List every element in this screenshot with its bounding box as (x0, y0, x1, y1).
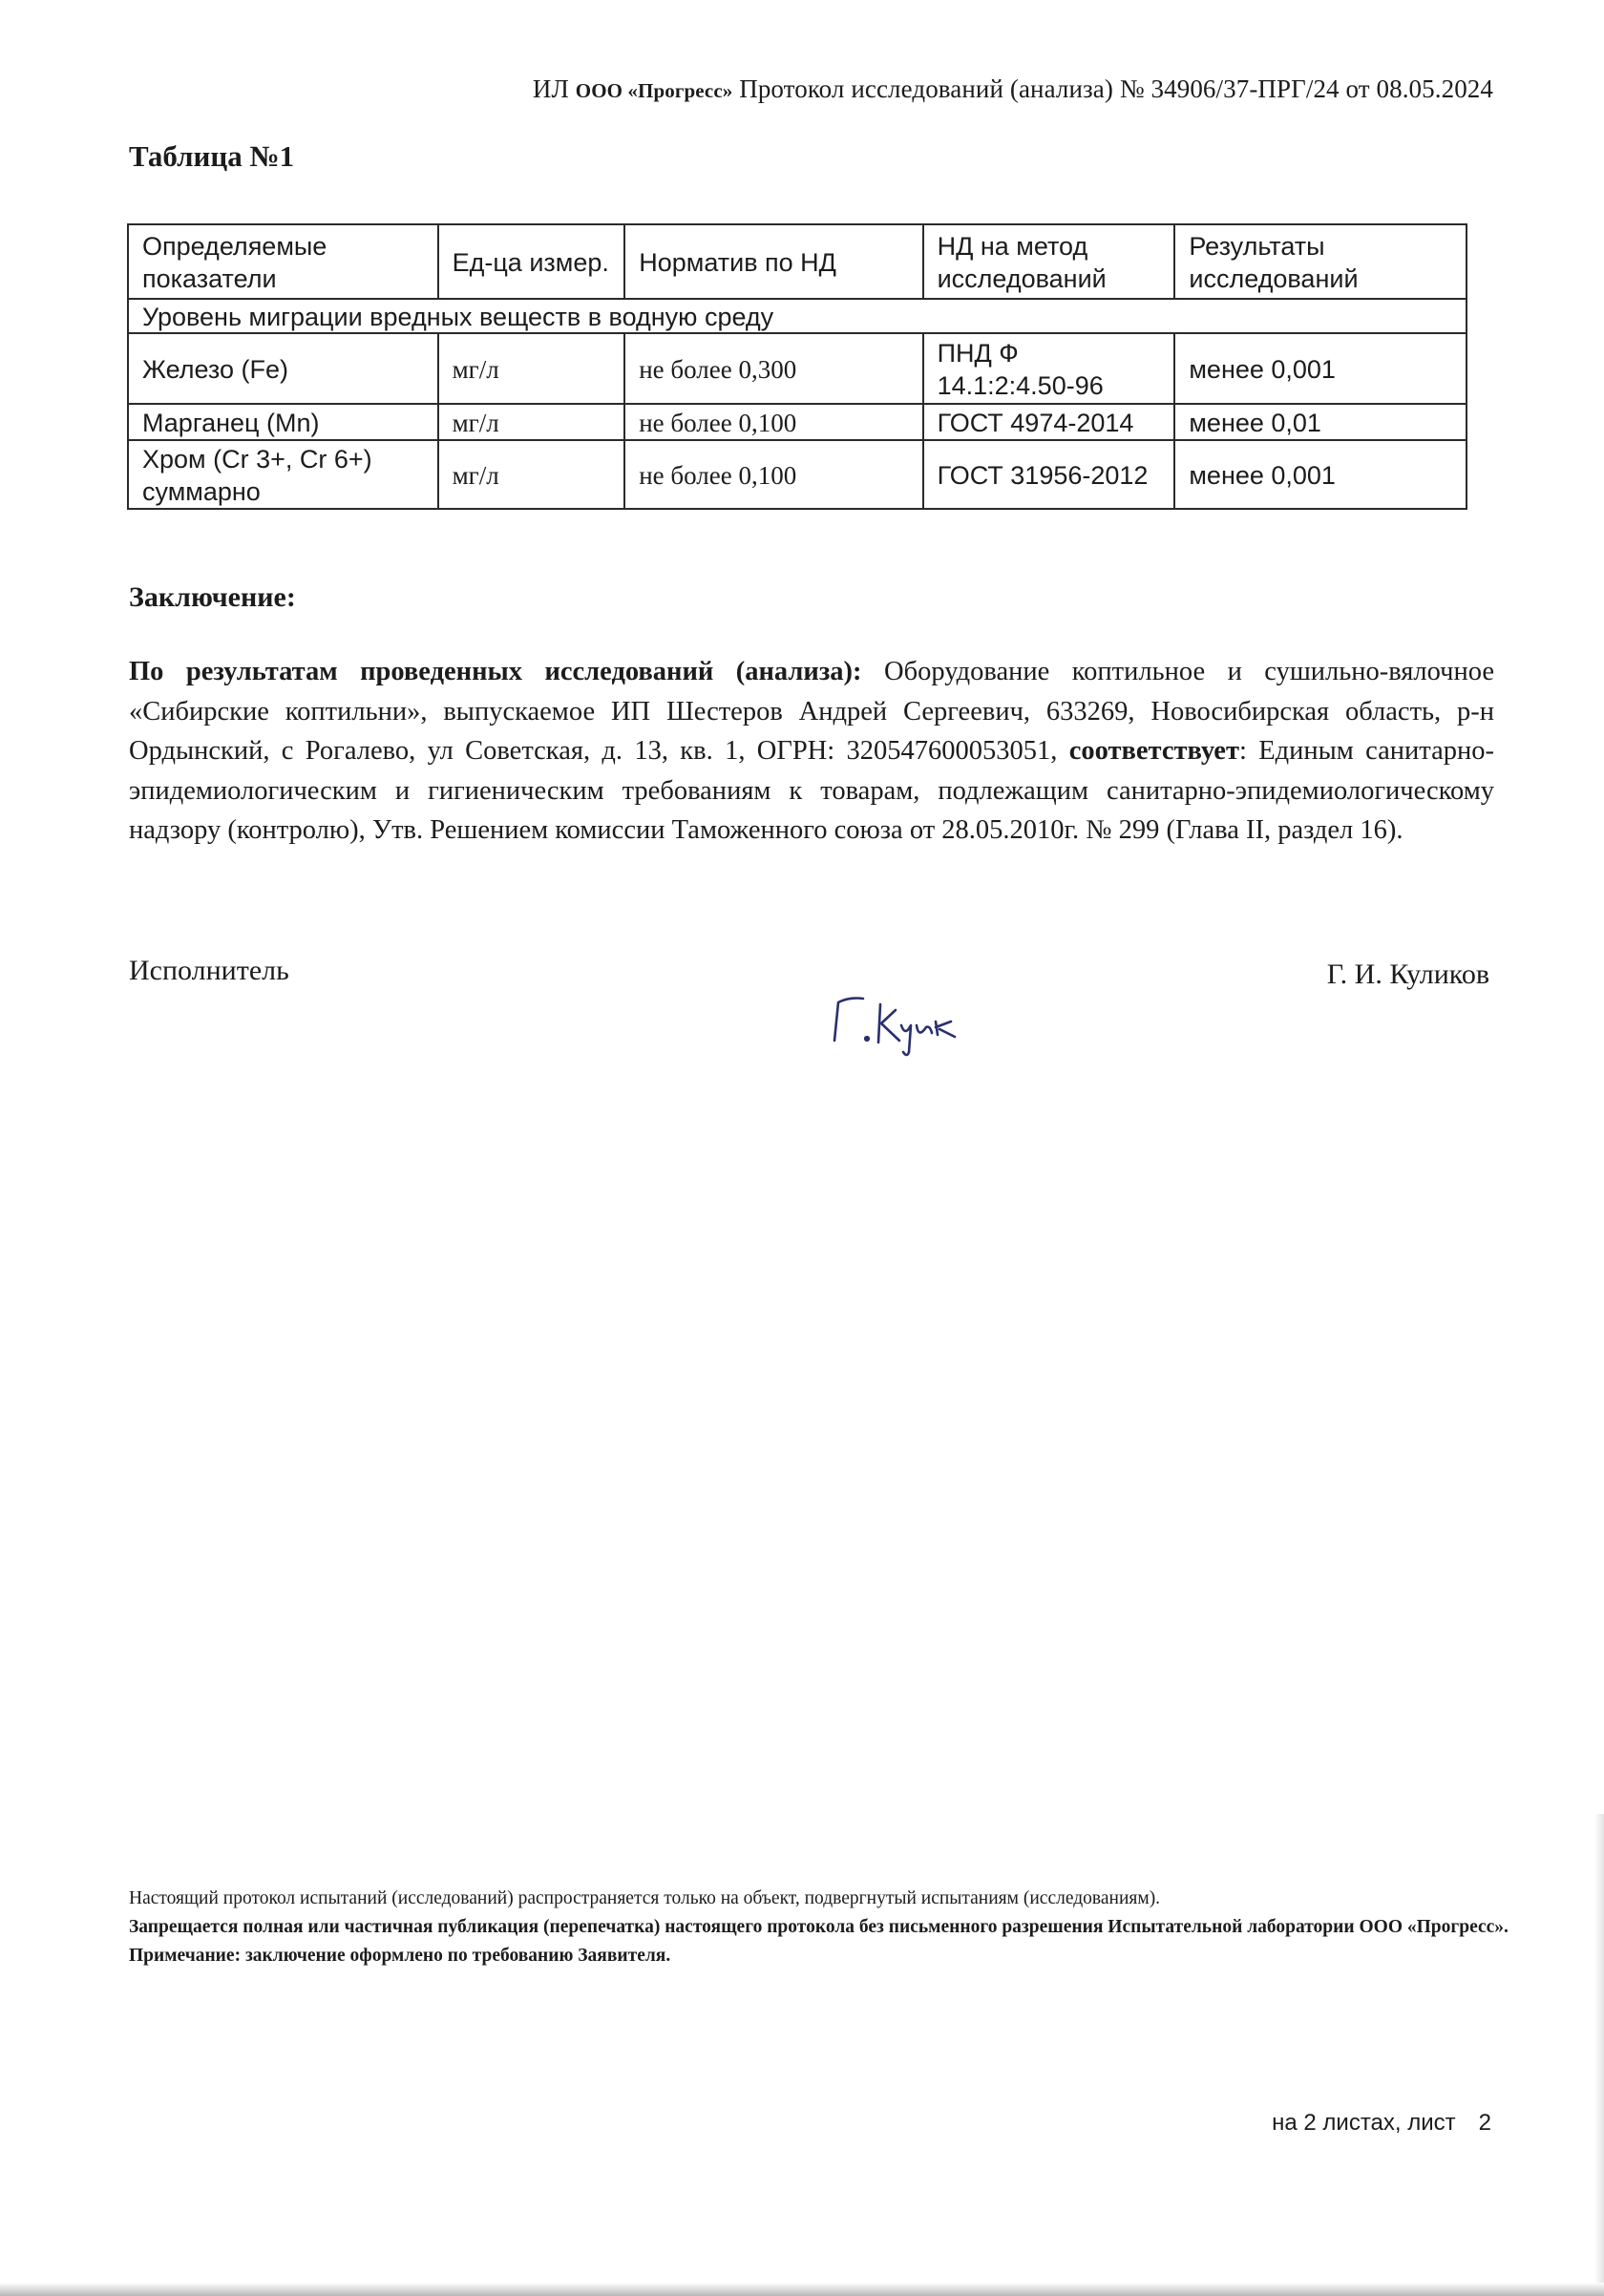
cell-result: менее 0,001 (1174, 440, 1467, 509)
table-row (128, 404, 1467, 440)
conclusion-body (129, 652, 1494, 851)
page-number: 2 (1478, 2110, 1491, 2136)
cell-unit: мг/л (438, 333, 625, 404)
executor-label: Исполнитель (129, 955, 289, 986)
cell-method: ГОСТ 31956-2012 (923, 440, 1175, 509)
cell-result: менее 0,001 (1174, 333, 1467, 404)
header-protocol: Протокол исследований (анализа) № 34906/37-ПРГ/24 от 08.05.2024 (739, 74, 1493, 103)
cell-norm: не более 0,300 (624, 333, 922, 404)
note-remark: Примечание: заключение оформлено по требованию Заявителя. (129, 1946, 671, 1966)
footer-notes (129, 1885, 1513, 1970)
page-counter (1272, 2110, 1491, 2137)
results-table (127, 223, 1467, 510)
header-cell-result: Результаты исследований (1174, 224, 1467, 299)
cell-norm: не более 0,100 (624, 440, 922, 509)
header-org: ООО «Прогресс» (575, 79, 733, 102)
table-title: Таблица №1 (129, 139, 295, 173)
conclusion-verdict: соответствует (1068, 736, 1239, 766)
cell-indicator: Железо (Fe) (128, 333, 438, 404)
conclusion-text-2: : Единым санитарно-эпидемиологическим и гигиеническим требованиям к товарам, подлежащим санитарно-эпидемиологическому надзору (контролю), Утв. Решением комиссии Таможенного союза от 28.05.2010г. № 299 (Глава II, раздел 16). (129, 736, 1494, 845)
document-header (533, 74, 1493, 104)
table-header-row (128, 224, 1467, 299)
section-title: Уровень миграции вредных веществ в водную среду (128, 299, 1467, 333)
cell-norm: не более 0,100 (624, 404, 922, 440)
executor-name: Г. И. Куликов (1326, 958, 1489, 990)
cell-result: менее 0,01 (1174, 404, 1467, 440)
header-cell-unit: Ед-ца измер. (438, 224, 625, 299)
cell-unit: мг/л (438, 404, 625, 440)
table-row (128, 333, 1467, 404)
header-cell-norm: Норматив по НД (624, 224, 922, 299)
cell-unit: мг/л (438, 440, 625, 509)
note-publication: Запрещается полная или частичная публикация (перепечатка) настоящего протокола без письменного разрешения Испытательной лаборатории ООО «Прогресс». (129, 1917, 1509, 1937)
scan-edge-right (1594, 1814, 1604, 2296)
table-section-row (128, 299, 1467, 333)
page-counter-label: на 2 листах, лист (1272, 2110, 1456, 2136)
note-scope: Настоящий протокол испытаний (исследований) распространяется только на объект, подвергнутый испытаниям (исследованиям). (129, 1888, 1161, 1908)
conclusion-title: Заключение: (129, 581, 296, 613)
scan-edge-bottom (0, 2283, 1604, 2296)
header-cell-indicator: Определяемые показатели (128, 224, 438, 299)
header-cell-method: НД на метод исследований (923, 224, 1175, 299)
handwritten-signature (821, 983, 983, 1060)
header-prefix: ИЛ (532, 74, 569, 103)
table-row (128, 440, 1467, 509)
cell-method: ПНД Ф 14.1:2:4.50-96 (923, 333, 1175, 404)
cell-indicator: Марганец (Mn) (128, 404, 438, 440)
cell-indicator: Хром (Cr 3+, Cr 6+) суммарно (128, 440, 438, 509)
conclusion-lead: По результатам проведенных исследований (анализа): (129, 657, 862, 686)
conclusion-text-1: Оборудование коптильное и сушильно-вялочное «Сибирские коптильни», выпускаемое ИП Шестеров Андрей Сергеевич, 633269, Новосибирская область, р-н Ордынский, с Рогалево, ул Советская, д. 13, кв. 1, ОГРН: 320547600053051, (129, 657, 1494, 766)
cell-method: ГОСТ 4974-2014 (923, 404, 1175, 440)
